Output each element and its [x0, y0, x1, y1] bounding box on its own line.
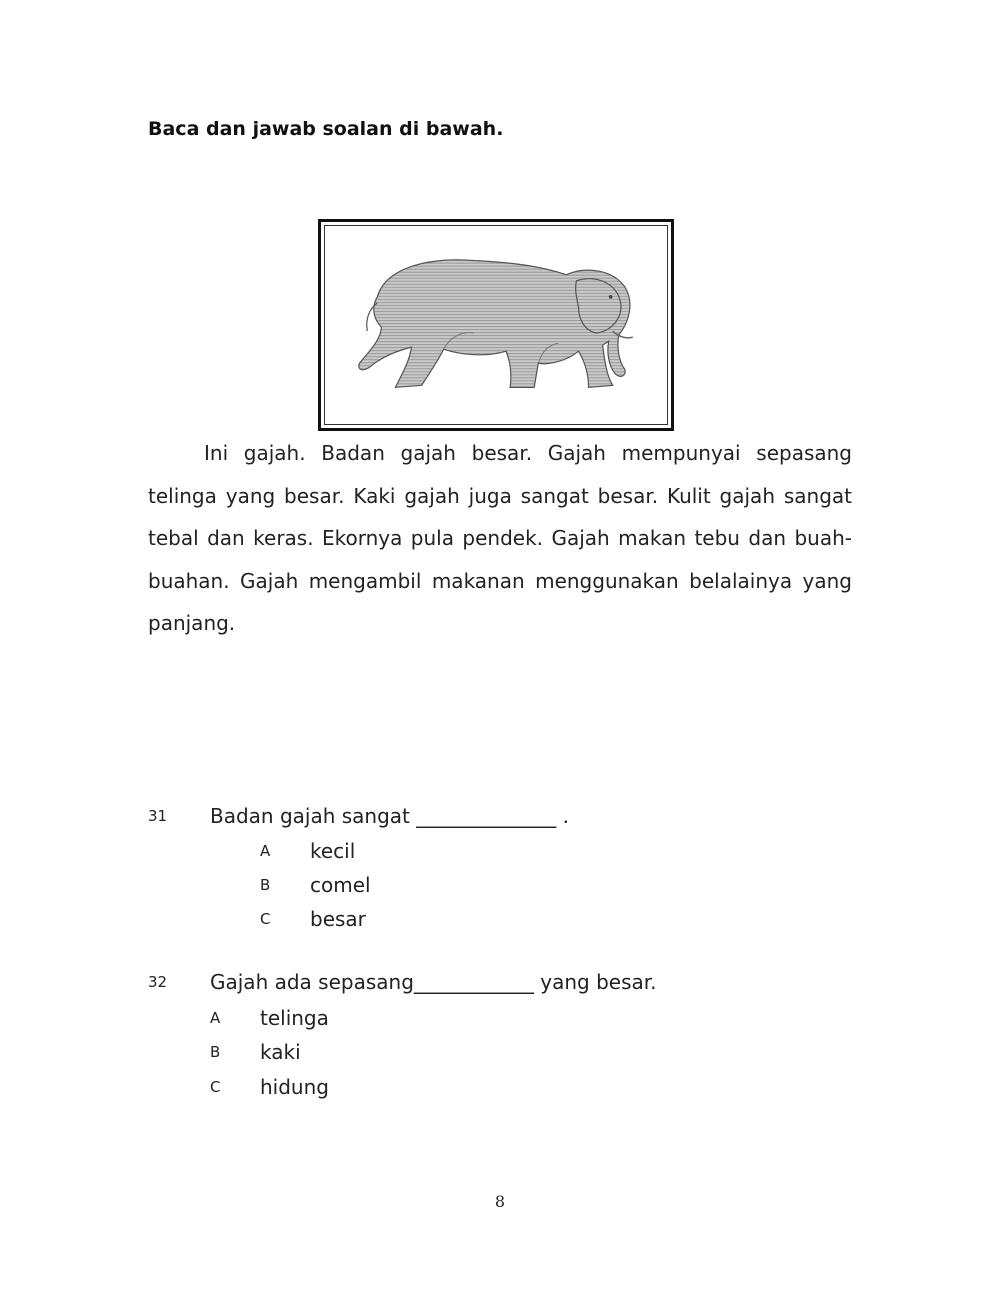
option-letter: C: [260, 910, 271, 928]
option-text: comel: [310, 873, 371, 897]
question-stem: Badan gajah sangat ______________ .: [210, 804, 569, 828]
instruction-heading: Baca dan jawab soalan di bawah.: [148, 118, 504, 140]
option-text: kaki: [260, 1040, 301, 1064]
page-number: 8: [494, 1192, 506, 1211]
question-stem: Gajah ada sepasang____________ yang besar.: [210, 970, 657, 994]
option-letter: B: [260, 876, 271, 894]
picture-frame: [318, 219, 674, 431]
option-text: hidung: [260, 1075, 329, 1099]
option-text: besar: [310, 907, 366, 931]
option-letter: C: [210, 1078, 221, 1096]
option-letter: B: [210, 1043, 221, 1061]
question-number: 31: [148, 807, 168, 825]
option-letter: A: [260, 842, 271, 860]
option-text: telinga: [260, 1006, 329, 1030]
question-number: 32: [148, 973, 168, 991]
option-letter: A: [210, 1009, 221, 1027]
option-text: kecil: [310, 839, 356, 863]
reading-passage: Ini gajah. Badan gajah besar. Gajah mempunyai sepasang telinga yang besar. Kaki gajah juga sangat besar. Kulit gajah sangat tebal dan keras. Ekornya pula pendek. Gajah makan tebu dan buah-buahan. Gajah mengambil makanan menggunakan belalainya yang panjang.: [148, 441, 852, 635]
elephant-icon: [325, 226, 667, 424]
